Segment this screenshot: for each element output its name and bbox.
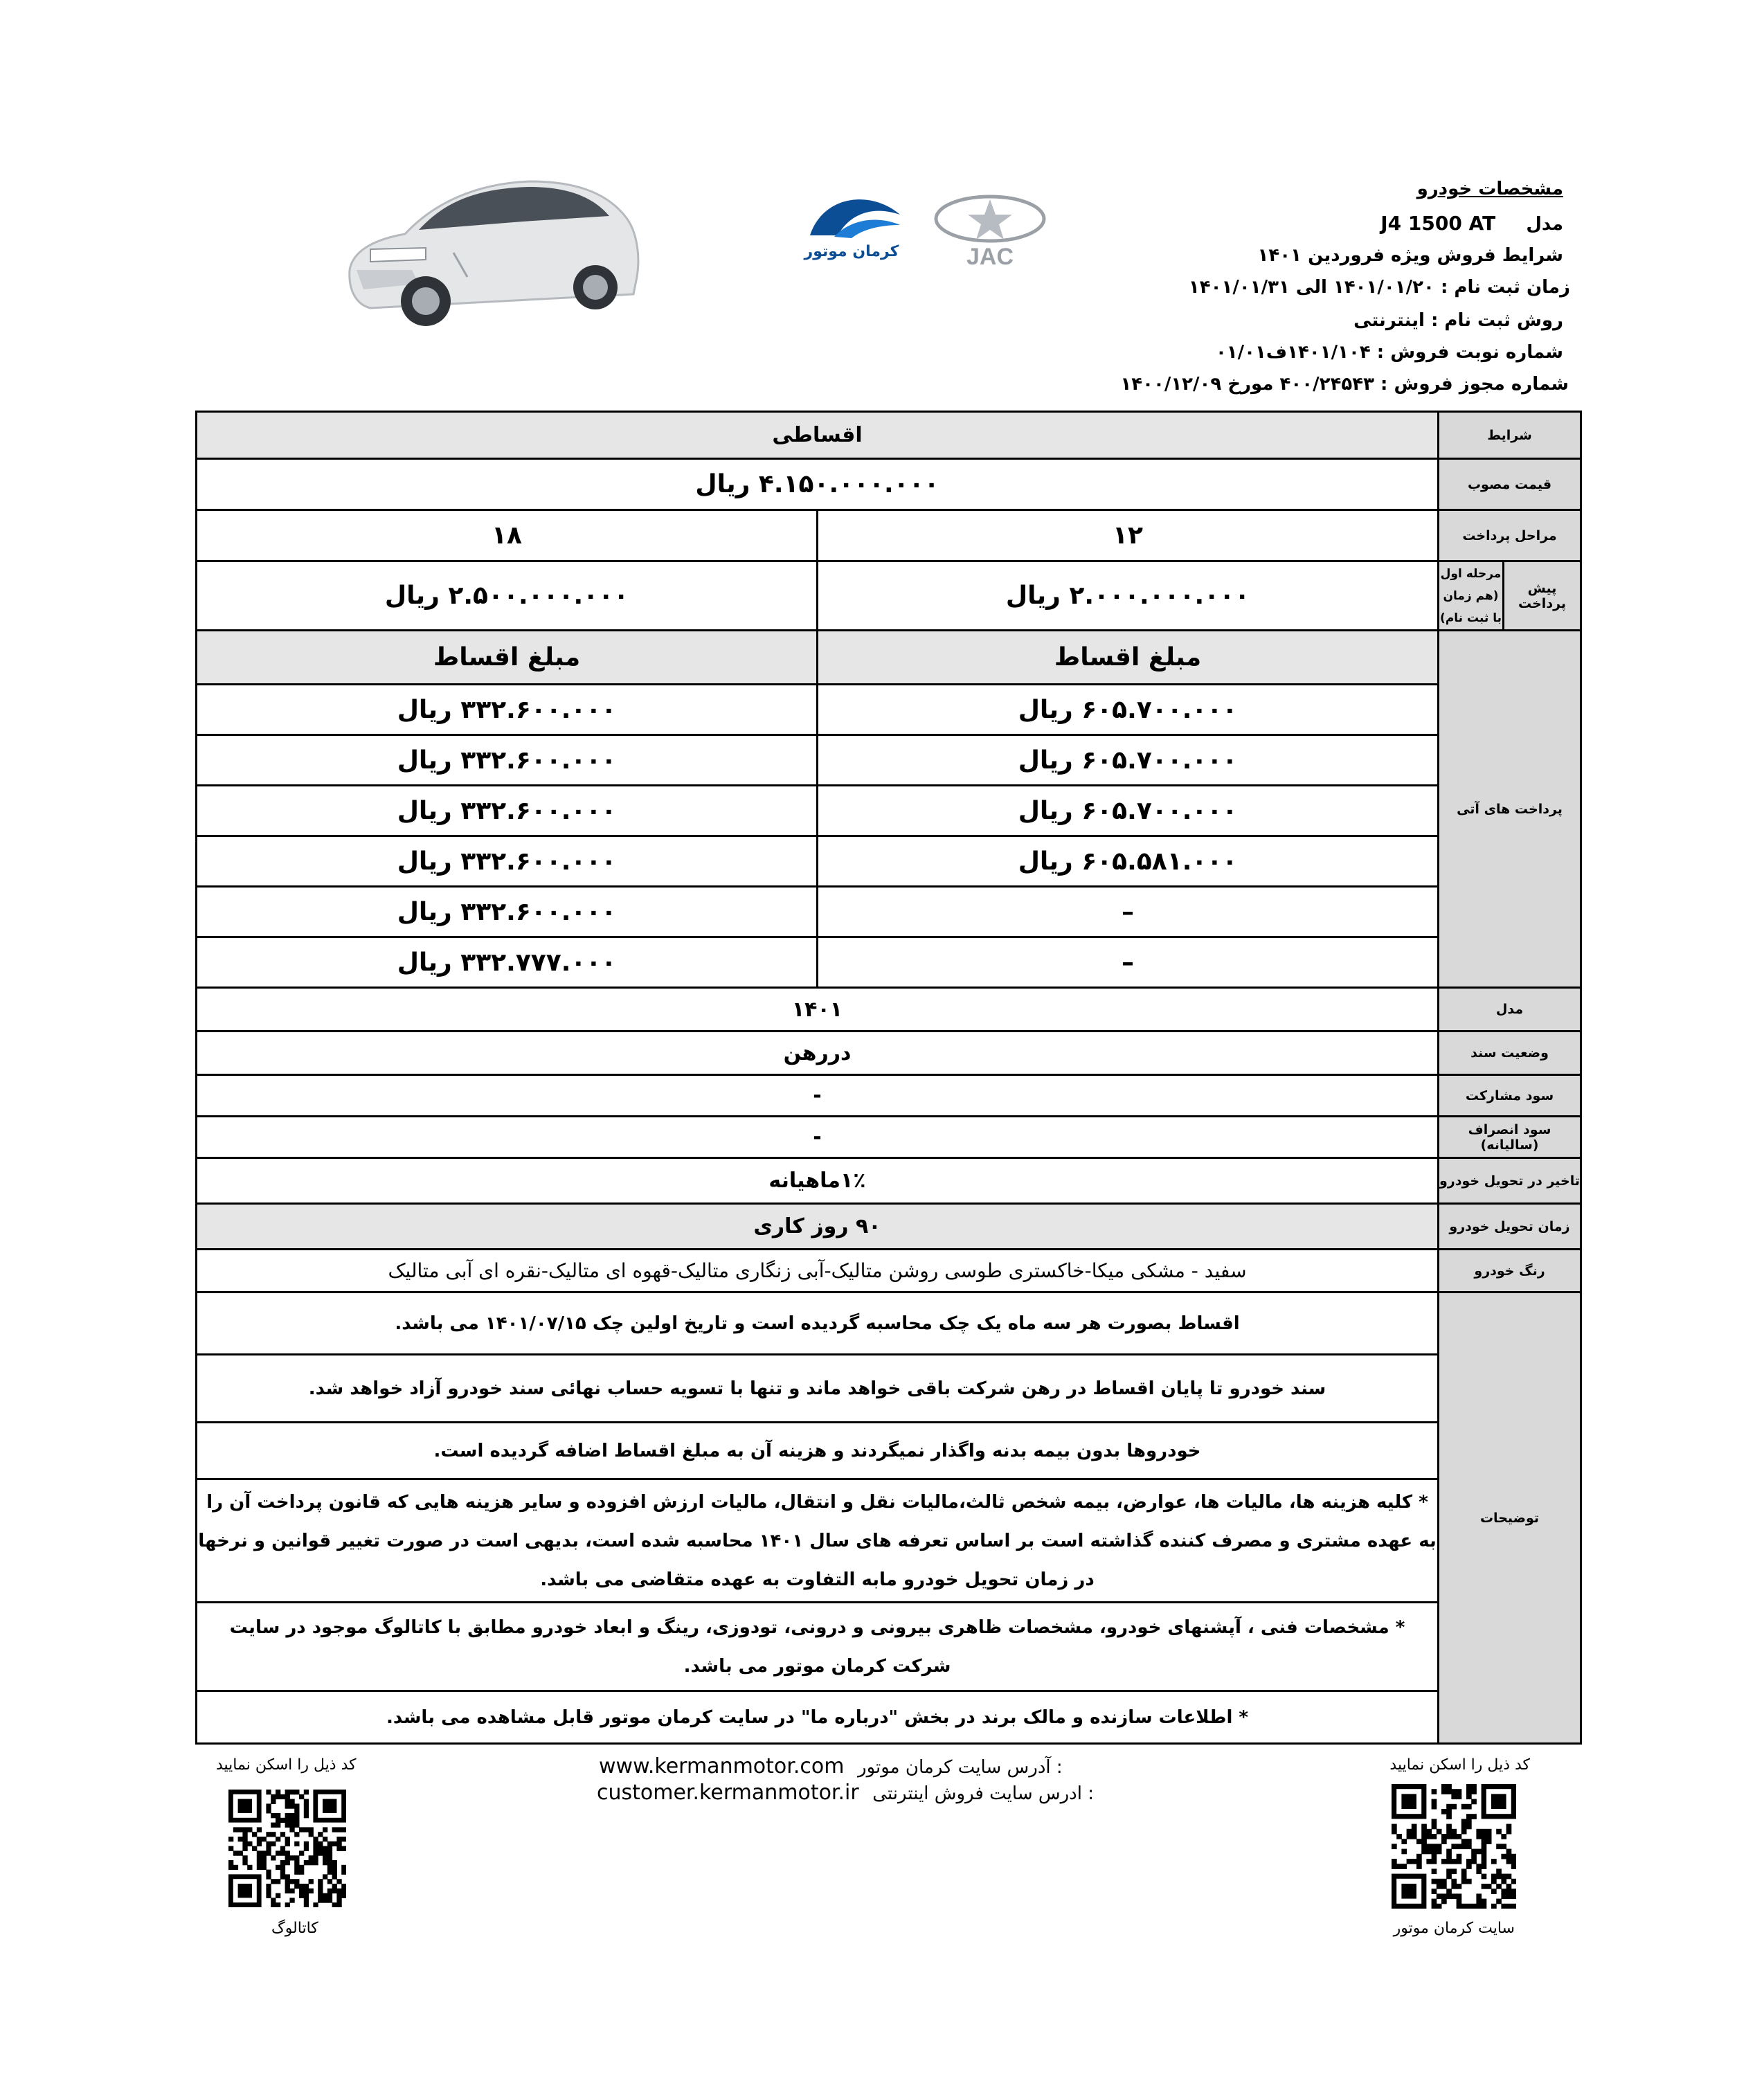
sale-site-label: ادرس سایت فروش اینترنتی : xyxy=(872,1783,1094,1804)
document-status-label: وضعیت سند xyxy=(1439,1032,1581,1075)
installment-12: ۶۰۵.۵۸۱.۰۰۰ ریال xyxy=(818,836,1439,887)
sale-site-url-row xyxy=(597,1781,1094,1805)
cancellation-profit-value: - xyxy=(197,1117,1439,1158)
note-item: * اطلاعات سازنده و مالک برند در بخش "درباره ما" در سایت کرمان موتور قابل مشاهده می باشد. xyxy=(197,1691,1439,1744)
installment-18: ۳۳۲.۷۷۷.۰۰۰ ریال xyxy=(197,937,818,988)
sale-license-number: شماره مجوز فروش : ۴۰۰/۲۴۵۴۳ مورخ ۱۴۰۰/۱۲/۰۹ xyxy=(1120,374,1569,395)
qr-pattern-icon xyxy=(228,1790,346,1907)
installment-18: ۳۳۲.۶۰۰.۰۰۰ ریال xyxy=(197,735,818,786)
kerman-logo-text: کرمان موتور xyxy=(804,243,899,260)
sale-turn-number: شماره نوبت فروش : ۱۴۰۱/۱۰۴ف۰۱/۰۱ xyxy=(1215,342,1563,363)
conditions-label: شرایط xyxy=(1439,412,1581,459)
table-row xyxy=(197,735,1581,786)
row-note xyxy=(197,1479,1581,1603)
approved-price-value: ۴.۱۵۰.۰۰۰.۰۰۰ ریال xyxy=(197,459,1439,510)
row-installment-headers xyxy=(197,631,1581,685)
installment-12: ۶۰۵.۷۰۰.۰۰۰ ریال xyxy=(818,786,1439,836)
cancellation-profit-label: سود انصراف (سالیانه) xyxy=(1439,1117,1581,1158)
jac-logo xyxy=(928,194,1052,270)
qr-caption-site: سایت کرمان موتور xyxy=(1393,1920,1515,1937)
installment-header-18: مبلغ اقساط xyxy=(197,631,818,685)
installment-18: ۳۳۲.۶۰۰.۰۰۰ ریال xyxy=(197,887,818,937)
row-prepayment xyxy=(197,561,1581,631)
registration-method: روش ثبت نام : اینترنتی xyxy=(1353,310,1563,331)
note-item: * کلیه هزینه ها، مالیات ها، عوارض، بیمه شخص ثالث،مالیات نقل و انتقال، مالیات ارزش افزوده و سایر هزینه هایی که قانون پرداخت آن را به عهده مشتری و مصرف کننده گذاشته است بر اساس تعرفه های سال ۱۴۰۱ محاسبه شده است، بدیهی است در صورت تغییر قوانین و نرخها در زمان تحویل خودرو مابه التفاوت به عهده متقاضی می باشد. xyxy=(197,1479,1439,1603)
model-value: J4 1500 AT xyxy=(1380,212,1496,235)
table-row xyxy=(197,786,1581,836)
row-partnership-profit xyxy=(197,1075,1581,1117)
sale-site-url[interactable]: customer.kermanmotor.ir xyxy=(597,1781,859,1805)
row-note xyxy=(197,1423,1581,1479)
row-note xyxy=(197,1355,1581,1423)
prepay-18: ۲.۵۰۰.۰۰۰.۰۰۰ ریال xyxy=(197,561,818,631)
car-image xyxy=(329,166,647,346)
model-label: مدل xyxy=(1526,214,1563,235)
registration-time: زمان ثبت نام : ۱۴۰۱/۰۱/۲۰ الی ۱۴۰۱/۰۱/۳۱ xyxy=(1188,277,1570,298)
installment-header-12: مبلغ اقساط xyxy=(818,631,1439,685)
stage-18: ۱۸ xyxy=(197,510,818,561)
qr-caption-catalog: کاتالوگ xyxy=(271,1920,318,1937)
qr-pattern-icon xyxy=(1392,1784,1516,1909)
partnership-profit-label: سود مشارکت xyxy=(1439,1075,1581,1117)
jac-star-icon xyxy=(928,194,1052,270)
note-item: سند خودرو تا پایان اقساط در رهن شرکت باقی خواهد ماند و تنها با تسویه حساب نهائی سند خودرو آزاد خواهد شد. xyxy=(197,1355,1439,1423)
row-approved-price xyxy=(197,459,1581,510)
row-cancellation-profit xyxy=(197,1117,1581,1158)
note-item: * مشخصات فنی ، آپشنهای خودرو، مشخصات ظاهری بیرونی و درونی، تودوزی، رینگ و ابعاد خودرو مطابق با کاتالوگ موجود در سایت شرکت کرمان موتور می باشد. xyxy=(197,1603,1439,1691)
row-payment-stages xyxy=(197,510,1581,561)
car-color-label: رنگ خودرو xyxy=(1439,1250,1581,1292)
stage-12: ۱۲ xyxy=(818,510,1439,561)
first-stage-label: مرحله اول (هم زمان با ثبت نام) xyxy=(1439,561,1504,631)
model-year-label: مدل xyxy=(1439,988,1581,1032)
document-status-value: دررهن xyxy=(197,1032,1439,1075)
row-delivery-time xyxy=(197,1204,1581,1250)
scan-right-text: کد ذیل را اسکن نمایید xyxy=(1389,1756,1530,1774)
sales-conditions-table xyxy=(195,411,1582,1745)
row-conditions xyxy=(197,412,1581,459)
site-label: آدرس سایت کرمان موتور : xyxy=(858,1757,1063,1778)
note-item: خودروها بدون بیمه بدنه واگذار نمیگردند و هزینه آن به مبلغ اقساط اضافه گردیده است. xyxy=(197,1423,1439,1479)
scan-left-text: کد ذیل را اسکن نمایید xyxy=(216,1756,357,1774)
future-payments-label: پرداخت های آتی xyxy=(1439,631,1581,988)
site-url-row xyxy=(599,1754,1063,1778)
notes-label: توضیحات xyxy=(1439,1292,1581,1744)
delivery-delay-value: ۱٪ماهیانه xyxy=(197,1158,1439,1204)
row-model-year xyxy=(197,988,1581,1032)
table-row xyxy=(197,685,1581,735)
row-delivery-delay xyxy=(197,1158,1581,1204)
spec-title: مشخصات خودرو xyxy=(1416,179,1563,199)
model-year-value: ۱۴۰۱ xyxy=(197,988,1439,1032)
installment-18: ۳۳۲.۶۰۰.۰۰۰ ریال xyxy=(197,685,818,735)
installment-12: ۶۰۵.۷۰۰.۰۰۰ ریال xyxy=(818,685,1439,735)
car-color-value: سفید - مشکی میکا-خاکستری طوسی روشن متالیک-آبی زنگاری متالیک-قهوه ای متالیک-نقره ای آبی متالیک xyxy=(197,1250,1439,1292)
installment-18: ۳۳۲.۶۰۰.۰۰۰ ریال xyxy=(197,786,818,836)
approved-price-label: قیمت مصوب xyxy=(1439,459,1581,510)
installment-12: – xyxy=(818,887,1439,937)
row-document-status xyxy=(197,1032,1581,1075)
model-line xyxy=(1380,212,1563,235)
kerman-motor-logo xyxy=(796,187,907,263)
table-row xyxy=(197,937,1581,988)
installment-18: ۳۳۲.۶۰۰.۰۰۰ ریال xyxy=(197,836,818,887)
car-sedan-icon xyxy=(329,166,647,346)
site-url[interactable]: www.kermanmotor.com xyxy=(599,1754,845,1778)
payment-stages-label: مراحل پرداخت xyxy=(1439,510,1581,561)
qr-code-site[interactable] xyxy=(1392,1784,1516,1909)
installment-12: – xyxy=(818,937,1439,988)
delivery-delay-label: تاخیر در تحویل خودرو xyxy=(1439,1158,1581,1204)
prepay-12: ۲.۰۰۰.۰۰۰.۰۰۰ ریال xyxy=(818,561,1439,631)
partnership-profit-value: - xyxy=(197,1075,1439,1117)
conditions-value: اقساطی xyxy=(197,412,1439,459)
prepayment-label: پیش پرداخت xyxy=(1504,561,1581,631)
row-note xyxy=(197,1691,1581,1744)
delivery-time-value: ۹۰ روز کاری xyxy=(197,1204,1439,1250)
row-note xyxy=(197,1292,1581,1355)
installment-12: ۶۰۵.۷۰۰.۰۰۰ ریال xyxy=(818,735,1439,786)
row-note xyxy=(197,1603,1581,1691)
sale-conditions: شرایط فروش ویژه فروردین ۱۴۰۱ xyxy=(1257,245,1563,266)
jac-logo-text: JAC xyxy=(966,244,1014,270)
qr-code-catalog[interactable] xyxy=(228,1790,346,1907)
delivery-time-label: زمان تحویل خودرو xyxy=(1439,1204,1581,1250)
row-car-color xyxy=(197,1250,1581,1292)
table-row xyxy=(197,887,1581,937)
note-item: اقساط بصورت هر سه ماه یک چک محاسبه گردیده است و تاریخ اولین چک ۱۴۰۱/۰۷/۱۵ می باشد. xyxy=(197,1292,1439,1355)
kerman-wave-icon xyxy=(796,187,907,263)
table-row xyxy=(197,836,1581,887)
